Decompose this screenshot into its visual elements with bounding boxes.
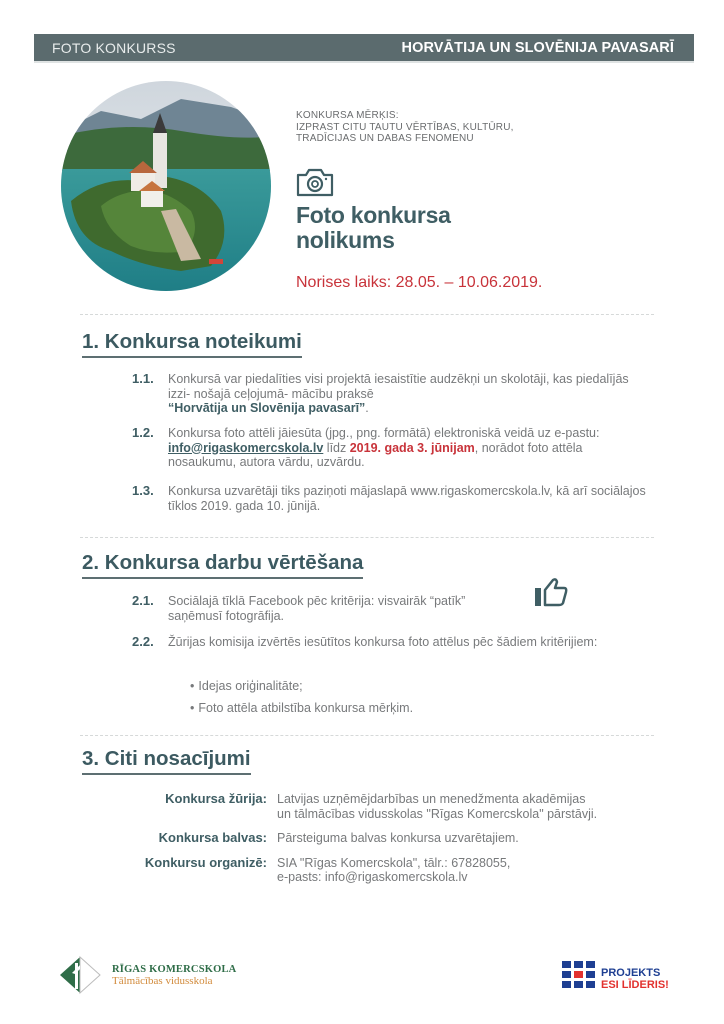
- thumbs-up-icon: [533, 576, 569, 608]
- bullet-icon: •: [190, 679, 195, 693]
- criteria-text: Foto attēla atbilstība konkursa mērķim.: [198, 701, 414, 715]
- rule-number: 1.2.: [132, 425, 154, 440]
- rule-text: , norādot foto attēla nosaukumu, autora vārdu, uzvārdu.: [168, 440, 583, 469]
- condition-row: [120, 831, 660, 846]
- deadline-text: 2019. gada 3. jūnijam: [349, 440, 475, 455]
- goal-line-2: TRADĪCIJAS UN DABAS FENOMENU: [296, 133, 474, 144]
- condition-value: un tālmācības vidusskolas "Rīgas Komercskola" pārstāvji.: [277, 806, 598, 821]
- rule-text: Žūrijas komisija izvērtēs iesūtītos konkursa foto attēlus pēc šādiem kritērijiem:: [168, 635, 598, 649]
- rule-2-1: [132, 594, 512, 623]
- rule-number: 1.3.: [132, 483, 154, 498]
- school-name: RĪGAS KOMERCSKOLA: [112, 963, 237, 975]
- title-line-1: Foto konkursa: [296, 202, 451, 228]
- section-2-title: 2. Konkursa darbu vērtēšana: [82, 551, 363, 579]
- condition-label: Konkursa žūrija:: [165, 791, 267, 806]
- condition-value: SIA "Rīgas Komercskola", tālr.: 67828055,: [277, 855, 511, 870]
- header-bar: [34, 34, 694, 63]
- school-subtitle: Tālmācības vidusskola: [112, 974, 213, 987]
- rule-text: Konkursa uzvarētāji tiks paziņoti mājaslapā www.rigaskomercskola.lv, kā arī sociālajos tīklos 2019. gada 10. jūnijā.: [168, 484, 646, 513]
- divider: [80, 735, 654, 736]
- rule-number: 1.1.: [132, 371, 154, 386]
- rule-text: Konkursa foto attēli jāiesūta (jpg., png. formātā) elektroniskā veidā uz e-pastu:: [168, 426, 600, 440]
- goal-line-1: IZPRAST CITU TAUTU VĒRTĪBAS, KULTŪRU,: [296, 121, 514, 133]
- criteria-item: [190, 679, 413, 701]
- section-1-title: 1. Konkursa noteikumi: [82, 330, 302, 358]
- condition-value: Pārsteiguma balvas konkursa uzvarētajiem.: [277, 831, 519, 845]
- criteria-text: Idejas oriģinalitāte;: [198, 679, 303, 693]
- rule-number: 2.2.: [132, 634, 154, 649]
- criteria-item: [190, 701, 413, 723]
- condition-label: Konkursa balvas:: [158, 830, 267, 845]
- divider: [80, 314, 654, 315]
- rigas-komercskola-logo: [58, 955, 236, 995]
- condition-value: e-pasts: info@rigaskomercskola.lv: [277, 870, 468, 884]
- condition-label: Konkursu organizē:: [144, 854, 267, 870]
- project-name-line-2: ESI LĪDERIS!: [601, 979, 669, 991]
- rule-text: Konkursā var piedalīties visi projektā iesaistītie audzēkņi un skolotāji, kas piedalījās izzi- nošajā ceļojumā- mācību praksē: [168, 372, 629, 401]
- rule-2-2: [132, 635, 652, 650]
- rule-text-tail: .: [365, 401, 369, 415]
- contest-goal: [296, 110, 514, 145]
- rule-1-1: [132, 372, 652, 416]
- condition-value: Latvijas uzņēmējdarbības un menedžmenta akadēmijas: [277, 792, 586, 806]
- divider: [80, 537, 654, 538]
- rule-bold-text: “Horvātija un Slovēnija pavasarī”: [168, 401, 366, 415]
- criteria-list: [190, 679, 413, 723]
- conditions-table: [120, 792, 660, 895]
- projekts-esi-lideris-logo: [562, 957, 669, 991]
- camera-icon: [296, 167, 334, 197]
- section-3-title: 3. Citi nosacījumi: [82, 747, 251, 775]
- rule-number: 2.1.: [132, 593, 154, 608]
- condition-row: [120, 856, 660, 885]
- bullet-icon: •: [190, 701, 195, 715]
- header-left-label: FOTO KONKURSS: [52, 39, 176, 56]
- project-name-line-1: PROJEKTS: [601, 967, 661, 979]
- title-line-2: nolikums: [296, 227, 395, 253]
- rule-text: Sociālajā tīklā Facebook pēc kritērija: visvairāk “patīk” saņēmusī fotogrāfija.: [168, 594, 466, 623]
- rule-1-2: [132, 426, 652, 470]
- page-title: [296, 203, 451, 253]
- project-logo-icon: [562, 961, 595, 988]
- email-link[interactable]: info@rigaskomercskola.lv: [168, 440, 324, 455]
- condition-row: [120, 792, 660, 821]
- header-right-title: HORVĀTIJA UN SLOVĒNIJA PAVASARĪ: [401, 39, 674, 56]
- goal-label: KONKURSA MĒRĶIS:: [296, 110, 399, 121]
- rule-1-3: [132, 484, 652, 513]
- rule-text: līdz: [323, 440, 350, 455]
- hero-photo: [61, 81, 271, 291]
- event-dates: Norises laiks: 28.05. – 10.06.2019.: [296, 274, 543, 291]
- school-logo-icon: [58, 955, 102, 995]
